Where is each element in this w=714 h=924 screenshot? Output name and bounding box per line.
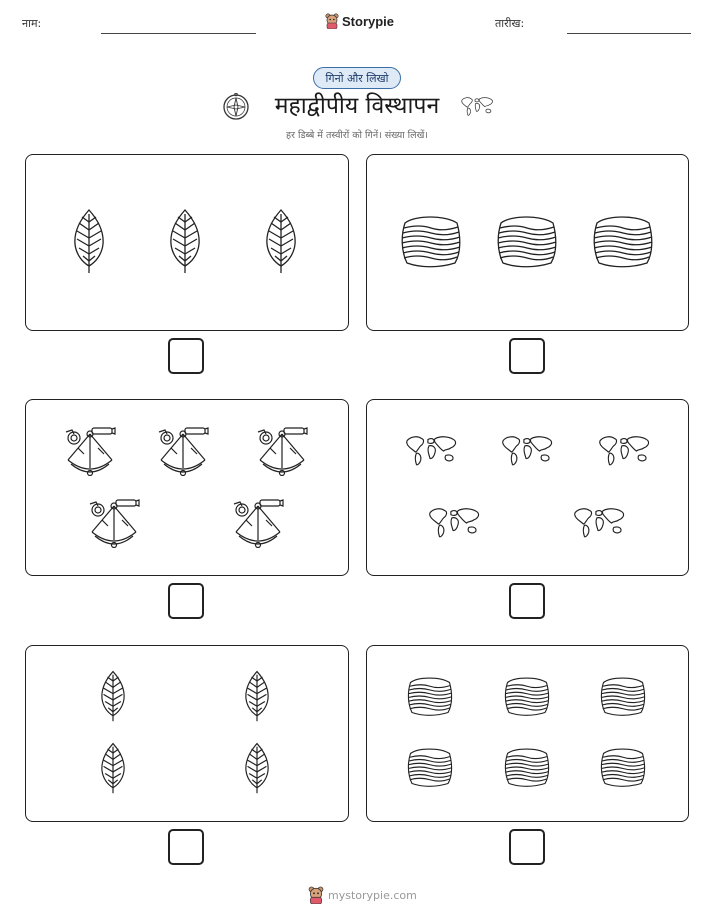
fern-leaf-icon	[70, 208, 108, 278]
rock-strata-icon	[599, 674, 647, 722]
footer	[308, 886, 417, 904]
answer-box-6[interactable]	[509, 829, 545, 865]
sextant-icon	[256, 424, 308, 480]
rock-strata-icon	[591, 213, 655, 273]
fern-leaf-icon	[262, 208, 300, 278]
brand-logo	[325, 13, 394, 29]
answer-box-2[interactable]	[509, 338, 545, 374]
sextant-icon	[64, 424, 116, 480]
instructions: हर डिब्बे में तस्वीरों को गिनें। संख्या लिखें।	[286, 130, 428, 141]
name-label: नाम:	[22, 17, 42, 30]
footer-url[interactable]: mystorypie.com	[328, 888, 417, 902]
rock-strata-icon	[495, 213, 559, 273]
answer-box-5[interactable]	[168, 829, 204, 865]
activity-badge: गिनो और लिखो	[313, 67, 401, 89]
answer-box-4[interactable]	[509, 583, 545, 619]
name-line[interactable]	[101, 33, 256, 34]
fern-leaf-icon	[166, 208, 204, 278]
rock-strata-icon	[406, 674, 454, 722]
rock-strata-icon	[406, 745, 454, 793]
sextant-icon	[157, 424, 209, 480]
sextant-icon	[232, 496, 284, 552]
date-label: तारीख:	[495, 17, 525, 30]
fern-leaf-icon	[98, 742, 128, 798]
bear-logo-icon	[325, 13, 339, 29]
compass-icon	[222, 93, 250, 121]
world-map-icon	[597, 432, 651, 472]
bear-logo-icon	[308, 886, 324, 904]
world-map-icon	[500, 432, 554, 472]
rock-strata-icon	[503, 745, 551, 793]
sextant-icon	[88, 496, 140, 552]
fern-leaf-icon	[98, 670, 128, 726]
rock-strata-icon	[599, 745, 647, 793]
world-map-icon	[427, 504, 481, 544]
fern-leaf-icon	[242, 742, 272, 798]
count-box-4	[366, 399, 689, 576]
count-box-5	[25, 645, 349, 822]
world-map-icon	[460, 94, 494, 118]
brand-name: Storypie	[342, 13, 395, 29]
date-line[interactable]	[567, 33, 691, 34]
answer-box-1[interactable]	[168, 338, 204, 374]
count-box-6	[366, 645, 689, 822]
rock-strata-icon	[399, 213, 463, 273]
world-map-icon	[404, 432, 458, 472]
answer-box-3[interactable]	[168, 583, 204, 619]
fern-leaf-icon	[242, 670, 272, 726]
world-map-icon	[572, 504, 626, 544]
rock-strata-icon	[503, 674, 551, 722]
page-title: महाद्वीपीय विस्थापन	[274, 93, 440, 119]
